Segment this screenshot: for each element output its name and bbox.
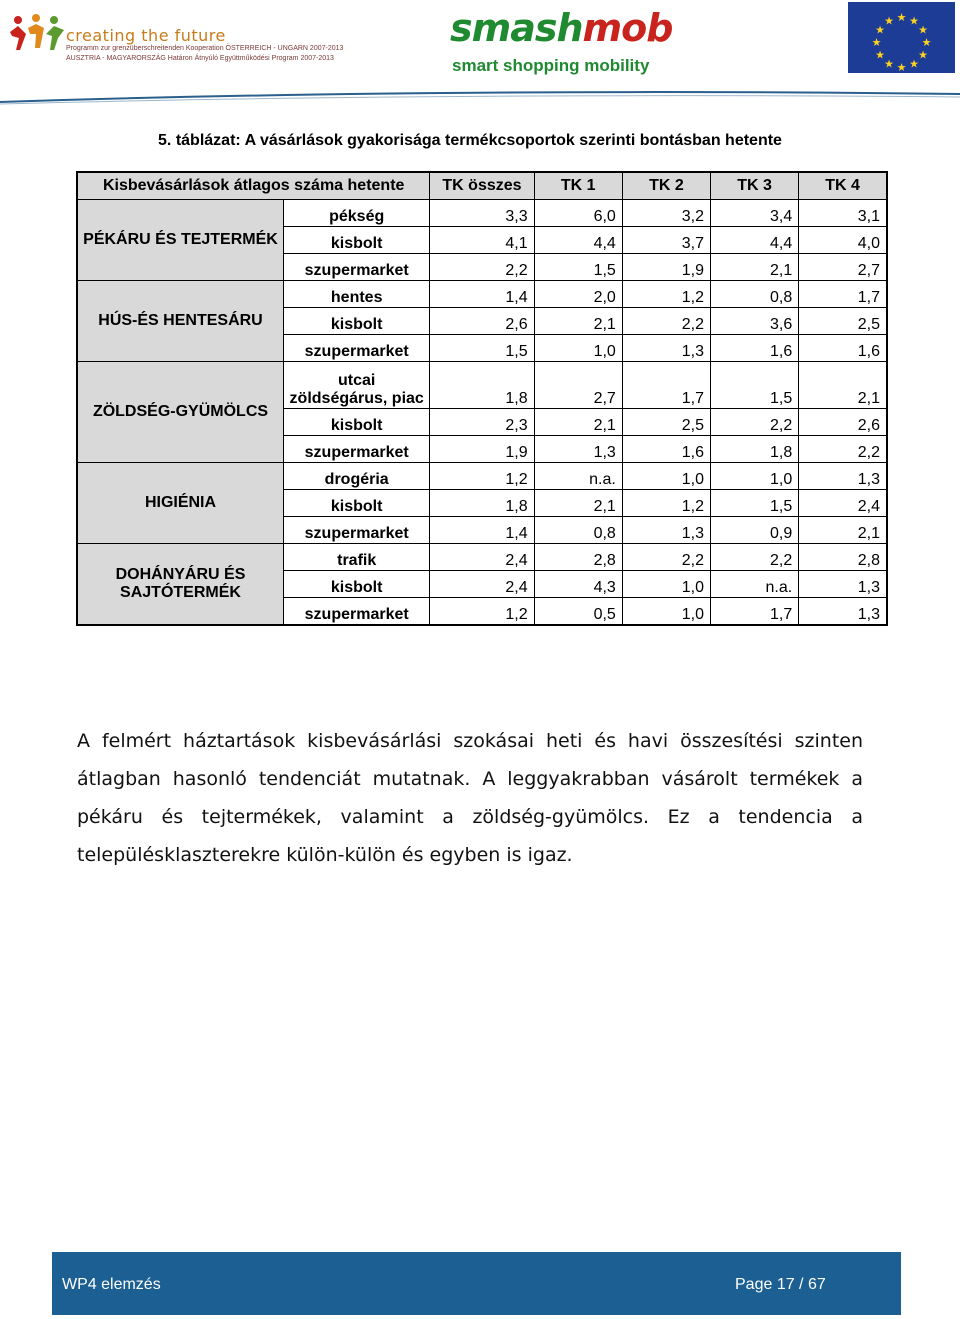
store-type-cell: szupermarket (284, 335, 430, 362)
people-figures-icon (8, 12, 66, 57)
value-cell: 2,8 (799, 544, 887, 571)
store-type-cell: kisbolt (284, 308, 430, 335)
value-cell: 1,7 (622, 362, 710, 409)
value-cell: 2,6 (430, 308, 534, 335)
value-cell: 1,0 (534, 335, 622, 362)
value-cell: 4,4 (534, 227, 622, 254)
value-cell: 0,8 (534, 517, 622, 544)
svg-text:★: ★ (896, 61, 907, 73)
value-cell: 2,1 (534, 490, 622, 517)
value-cell: 0,8 (711, 281, 799, 308)
purchase-frequency-table (76, 171, 888, 626)
value-cell: 2,5 (799, 308, 887, 335)
value-cell: 1,0 (622, 463, 710, 490)
value-cell: 2,1 (799, 517, 887, 544)
store-type-cell: szupermarket (284, 254, 430, 281)
value-cell: 3,3 (430, 200, 534, 227)
store-type-cell: kisbolt (284, 490, 430, 517)
value-cell: 2,2 (622, 308, 710, 335)
value-cell: 1,2 (622, 490, 710, 517)
value-cell: 4,3 (534, 571, 622, 598)
value-cell: 1,5 (534, 254, 622, 281)
eu-flag-icon (848, 2, 955, 73)
value-cell: 1,2 (430, 463, 534, 490)
value-cell: 2,1 (799, 362, 887, 409)
value-cell: 1,2 (430, 598, 534, 626)
value-cell: 0,9 (711, 517, 799, 544)
header-cell: TK 3 (711, 172, 799, 200)
svg-text:★: ★ (921, 36, 932, 49)
table-row (77, 200, 887, 227)
ctf-subtitle (66, 44, 344, 64)
header-cell: TK 1 (534, 172, 622, 200)
value-cell: 2,1 (534, 409, 622, 436)
store-type-cell: szupermarket (284, 598, 430, 626)
value-cell: 1,8 (430, 490, 534, 517)
value-cell: 1,4 (430, 517, 534, 544)
value-cell: 1,3 (799, 463, 887, 490)
store-type-cell: szupermarket (284, 436, 430, 463)
smash-part: smash (450, 6, 583, 50)
value-cell: 2,1 (534, 308, 622, 335)
creating-the-future-logo (8, 12, 344, 67)
value-cell: 2,3 (430, 409, 534, 436)
value-cell: 1,5 (430, 335, 534, 362)
header-cell: TK 2 (622, 172, 710, 200)
value-cell: 2,1 (711, 254, 799, 281)
svg-text:★: ★ (875, 48, 885, 62)
value-cell: 2,4 (430, 571, 534, 598)
ctf-sub-line2: AUSZTRIA - MAGYARORSZÁG Határon Átnyúló Együttműködési Program 2007-2013 (66, 55, 334, 62)
value-cell: 2,2 (430, 254, 534, 281)
category-cell: DOHÁNYÁRU ÉS SAJTÓTERMÉK (77, 544, 284, 626)
smashmob-tagline: smart shopping mobility (452, 56, 650, 75)
value-cell: 1,7 (711, 598, 799, 626)
smashmob-logo (450, 6, 673, 76)
store-type-cell: drogéria (284, 463, 430, 490)
store-type-cell: trafik (284, 544, 430, 571)
header-cell: Kisbevásárlások átlagos száma hetente (77, 172, 430, 200)
footer-doc-name: WP4 elemzés (62, 1276, 161, 1293)
table-row (77, 281, 887, 308)
svg-text:★: ★ (896, 11, 907, 24)
value-cell: 2,2 (711, 409, 799, 436)
value-cell: 2,0 (534, 281, 622, 308)
value-cell: 1,0 (622, 571, 710, 598)
store-type-cell: szupermarket (284, 517, 430, 544)
store-type-cell: kisbolt (284, 409, 430, 436)
category-cell: ZÖLDSÉG-GYÜMÖLCS (77, 362, 284, 463)
value-cell: 4,4 (711, 227, 799, 254)
store-type-cell: kisbolt (284, 227, 430, 254)
value-cell: 2,7 (799, 254, 887, 281)
page-header (0, 0, 960, 110)
body-paragraph: A felmért háztartások kisbevásárlási szokásai heti és havi összesítési szinten átlagban hasonló tendenciát mutatnak. A leggyakrabban vásárolt termékek a pékáru és tejtermékek, valamint a zöldség-gyümölcs. Ez a tendencia a településklaszterekre külön-külön és egyben is igaz. (77, 730, 863, 866)
value-cell: 1,9 (430, 436, 534, 463)
value-cell: 1,3 (799, 598, 887, 626)
value-cell: 1,6 (622, 436, 710, 463)
table-row (77, 362, 887, 409)
value-cell: 2,6 (799, 409, 887, 436)
eu-stars-icon (848, 2, 955, 73)
value-cell: 1,9 (622, 254, 710, 281)
value-cell: 1,2 (622, 281, 710, 308)
svg-text:★: ★ (909, 14, 919, 28)
header-cell: TK 4 (799, 172, 887, 200)
svg-text:★: ★ (884, 57, 894, 71)
store-type-cell: utcai zöldségárus, piac (284, 362, 430, 409)
value-cell: 3,2 (622, 200, 710, 227)
header-cell: TK összes (430, 172, 534, 200)
value-cell: 1,5 (711, 490, 799, 517)
ctf-title: creating the future (66, 26, 226, 45)
table-header-row (77, 172, 887, 200)
value-cell: 1,0 (711, 463, 799, 490)
value-cell: 3,4 (711, 200, 799, 227)
svg-text:★: ★ (884, 14, 894, 28)
value-cell: 1,5 (711, 362, 799, 409)
value-cell: 3,1 (799, 200, 887, 227)
value-cell: 1,3 (622, 335, 710, 362)
store-type-cell: hentes (284, 281, 430, 308)
value-cell: 2,2 (799, 436, 887, 463)
mob-part: mob (582, 6, 673, 50)
value-cell: 4,0 (799, 227, 887, 254)
value-cell: 2,2 (711, 544, 799, 571)
header-divider-swoosh (0, 88, 960, 108)
value-cell: n.a. (711, 571, 799, 598)
footer-page-number: Page 17 / 67 (735, 1276, 826, 1293)
store-type-cell: pékség (284, 200, 430, 227)
value-cell: 2,8 (534, 544, 622, 571)
category-cell: PÉKÁRU ÉS TEJTERMÉK (77, 200, 284, 281)
table-row (77, 544, 887, 571)
category-cell: HÚS-ÉS HENTESÁRU (77, 281, 284, 362)
value-cell: 3,6 (711, 308, 799, 335)
value-cell: 2,4 (430, 544, 534, 571)
smashmob-wordmark (450, 6, 672, 50)
svg-text:★: ★ (909, 57, 919, 71)
value-cell: 1,0 (622, 598, 710, 626)
value-cell: 1,6 (799, 335, 887, 362)
value-cell: 1,4 (430, 281, 534, 308)
table-row (77, 463, 887, 490)
value-cell: 3,7 (622, 227, 710, 254)
value-cell: 0,5 (534, 598, 622, 626)
value-cell: 2,5 (622, 409, 710, 436)
value-cell: n.a. (534, 463, 622, 490)
ctf-sub-line1: Programm zur grenzüberschreitenden Kooperation ÖSTERREICH - UNGARN 2007-2013 (66, 45, 344, 52)
value-cell: 1,8 (430, 362, 534, 409)
svg-text:★: ★ (918, 23, 928, 37)
value-cell: 1,8 (711, 436, 799, 463)
value-cell: 1,6 (711, 335, 799, 362)
value-cell: 6,0 (534, 200, 622, 227)
page-footer (52, 1252, 901, 1315)
value-cell: 2,4 (799, 490, 887, 517)
value-cell: 4,1 (430, 227, 534, 254)
svg-text:★: ★ (875, 23, 885, 37)
store-type-cell: kisbolt (284, 571, 430, 598)
table-title: 5. táblázat: A vásárlások gyakorisága termékcsoportok szerinti bontásban hetente (158, 132, 782, 149)
svg-text:★: ★ (918, 48, 928, 62)
value-cell: 2,2 (622, 544, 710, 571)
value-cell: 2,7 (534, 362, 622, 409)
category-cell: HIGIÉNIA (77, 463, 284, 544)
value-cell: 1,7 (799, 281, 887, 308)
value-cell: 1,3 (534, 436, 622, 463)
svg-text:★: ★ (871, 36, 882, 49)
value-cell: 1,3 (799, 571, 887, 598)
value-cell: 1,3 (622, 517, 710, 544)
